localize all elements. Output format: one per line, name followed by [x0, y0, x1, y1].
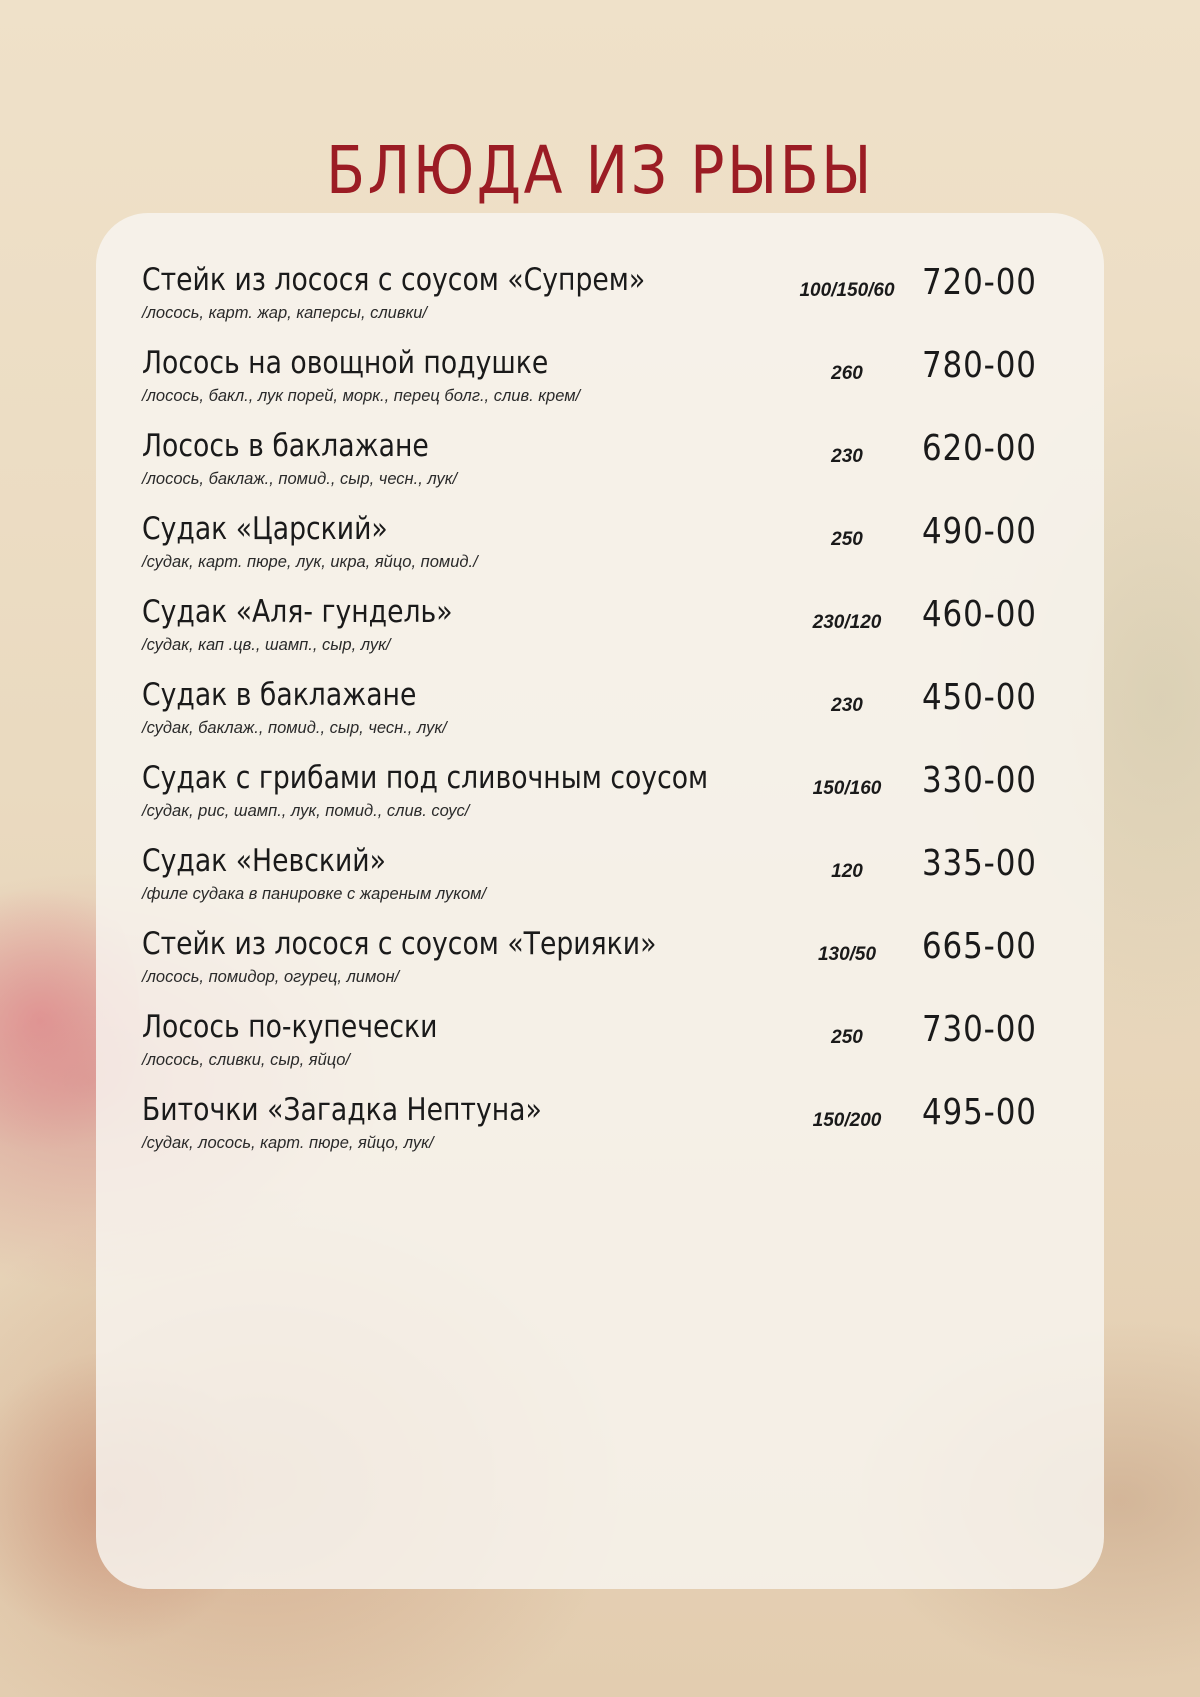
- dish-ingredients: /лосось, сливки, сыр, яйцо/: [142, 1051, 350, 1069]
- dish-weight: 100/150/60: [799, 280, 895, 301]
- dish-price: 730-00: [922, 1009, 1037, 1050]
- dish-name: Стейк из лосося с соусом «Терияки»: [142, 926, 657, 962]
- dish-price: 495-00: [922, 1092, 1037, 1133]
- dish-weight: 230: [831, 446, 863, 467]
- dish-ingredients: /лосось, карт. жар, каперсы, сливки/: [142, 304, 428, 322]
- dish-ingredients: /судак, рис, шамп., лук, помид., слив. соус/: [142, 802, 470, 820]
- dish-name: Лосось в баклажане: [142, 428, 429, 464]
- dish-price: 330-00: [922, 760, 1037, 801]
- dish-name: Судак в баклажане: [142, 677, 417, 713]
- dish-weight: 120: [831, 861, 863, 882]
- dish-name: Лосось по-купечески: [142, 1009, 438, 1045]
- dish-ingredients: /судак, баклаж., помид., сыр, чесн., лук/: [142, 719, 447, 737]
- dish-price: 450-00: [922, 677, 1037, 718]
- dish-price: 620-00: [922, 428, 1037, 469]
- dish-name: Судак «Невский»: [142, 843, 386, 879]
- menu-item: [142, 1009, 1042, 1092]
- dish-weight: 130/50: [817, 944, 877, 965]
- dish-ingredients: /судак, кап .цв., шамп., сыр, лук/: [142, 636, 391, 654]
- dish-name: Судак «Царский»: [142, 511, 388, 547]
- page-title: БЛЮДА ИЗ РЫБЫ: [326, 132, 874, 210]
- menu-item: [142, 843, 1042, 926]
- dish-price: 780-00: [922, 345, 1037, 386]
- menu-item: [142, 594, 1042, 677]
- dish-weight: 230/120: [812, 612, 882, 633]
- dish-name: Биточки «Загадка Нептуна»: [142, 1092, 542, 1128]
- dish-weight: 250: [831, 1027, 863, 1048]
- menu-item: [142, 677, 1042, 760]
- menu-item: [142, 428, 1042, 511]
- dish-price: 335-00: [922, 843, 1037, 884]
- dish-name: Судак «Аля- гундель»: [142, 594, 453, 630]
- menu-item: [142, 511, 1042, 594]
- menu-list: [142, 262, 1042, 1175]
- dish-price: 460-00: [922, 594, 1037, 635]
- menu-item: [142, 262, 1042, 345]
- menu-item: [142, 760, 1042, 843]
- dish-weight: 250: [831, 529, 863, 550]
- menu-item: [142, 345, 1042, 428]
- dish-weight: 260: [831, 363, 863, 384]
- dish-weight: 230: [831, 695, 863, 716]
- dish-price: 490-00: [922, 511, 1037, 552]
- dish-name: Стейк из лосося с соусом «Супрем»: [142, 262, 646, 298]
- dish-name: Судак с грибами под сливочным соусом: [142, 760, 709, 796]
- dish-ingredients: /филе судака в панировке с жареным луком/: [142, 885, 487, 903]
- dish-name: Лосось на овощной подушке: [142, 345, 549, 381]
- dish-price: 665-00: [922, 926, 1037, 967]
- dish-ingredients: /лосось, помидор, огурец, лимон/: [142, 968, 400, 986]
- menu-item: [142, 926, 1042, 1009]
- dish-weight: 150/160: [812, 778, 882, 799]
- dish-ingredients: /лосось, баклаж., помид., сыр, чесн., лук/: [142, 470, 458, 488]
- dish-price: 720-00: [922, 262, 1037, 303]
- dish-ingredients: /судак, лосось, карт. пюре, яйцо, лук/: [142, 1134, 434, 1152]
- dish-weight: 150/200: [812, 1110, 882, 1131]
- menu-item: [142, 1092, 1042, 1175]
- dish-ingredients: /лосось, бакл., лук порей, морк., перец болг., слив. крем/: [142, 387, 581, 405]
- dish-ingredients: /судак, карт. пюре, лук, икра, яйцо, помид./: [142, 553, 478, 571]
